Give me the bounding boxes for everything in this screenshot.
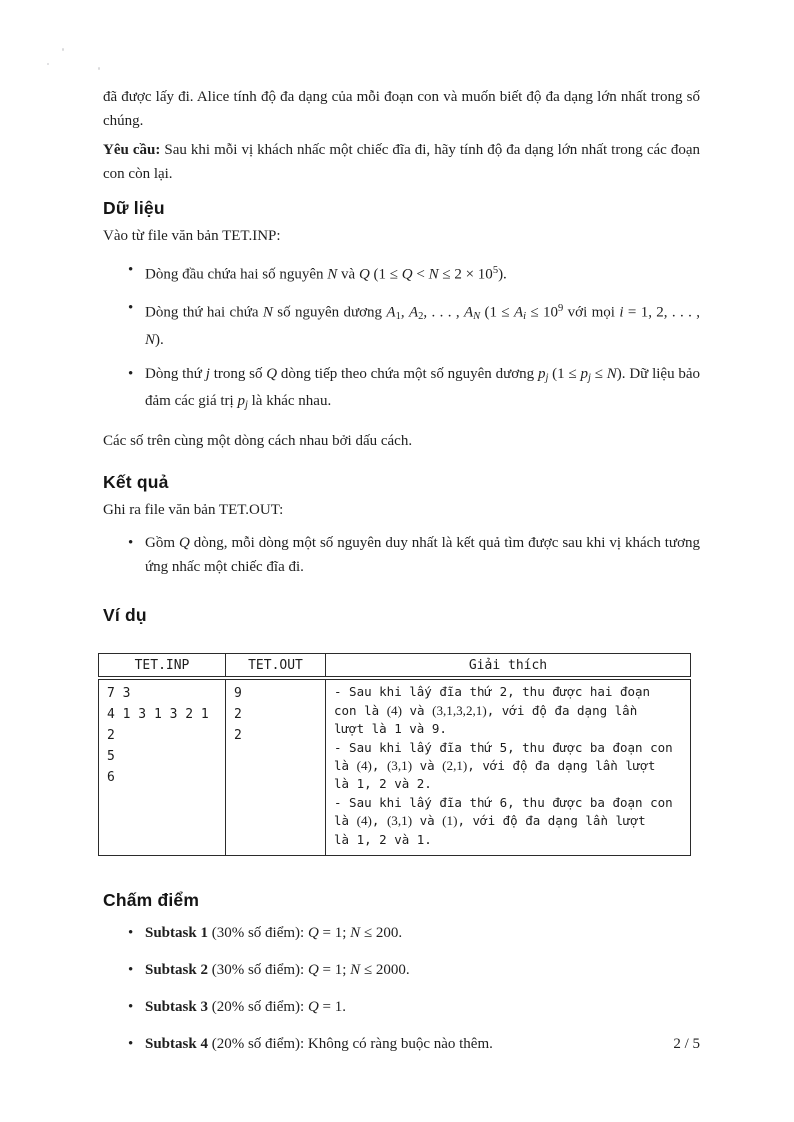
example-table-header-output: TET.OUT [226,654,326,679]
scan-artifact [47,63,49,65]
section-heading-input: Dữ liệu [103,198,165,218]
input-bullet-list [103,259,700,418]
page-number: 2 / 5 [673,1036,700,1052]
section-heading-scoring: Chấm điểm [103,890,200,911]
example-table [98,653,691,856]
example-table-header-row [99,654,691,679]
input-bullet-2: • Dòng thứ hai chứa N số nguyên dương $A_1$, $A_2$, . . . , $A_N$ ($1 \le A_i \le 10^9$ với mọi i = 1, 2, . . . , N). [103,297,700,352]
scan-artifact [98,67,100,70]
explanation-text: - Sau khi lấy đĩa thứ 2, thu được hai đoạn con là (4) và (3,1,3,2,1), với độ đa dạng lần lượt là 1 và 9. - Sau khi lấy đĩa thứ 5, thu được ba đoạn con là (4), (3,1) và (2,1), với độ đa dạng lần lượt là 1, 2 và 2. - Sau khi lấy đĩa thứ 6, thu được ba đoạn con là (4), (3,1) và (1), với độ đa dạng lần lượt là 1, 2 và 1. [334,684,673,847]
page-content [103,86,700,1057]
scan-artifact [62,48,64,51]
output-line: 2 [234,707,242,723]
subtask-2: • Subtask 2 (30% số điểm): Q = 1; N ≤ 2000. [103,959,700,983]
example-table-body-row [99,678,691,855]
output-line: 9 [234,686,242,702]
section-heading-output: Kết quả [103,471,169,492]
subtask-3: • Subtask 3 (20% số điểm): Q = 1. [103,996,700,1020]
input-line: 6 [107,770,115,786]
input-note: Các số trên cùng một dòng cách nhau bởi dấu cách. [103,433,413,450]
input-line: 5 [107,749,115,765]
example-explanation-cell [326,678,691,855]
input-bullet-1: • Dòng đầu chứa hai số nguyên N và Q $(1 \le Q < N \le 2 \times 10^5)$. [103,259,700,287]
input-lead: Vào từ file văn bản TET.INP: [103,228,281,244]
output-lead: Ghi ra file văn bản TET.OUT: [103,501,284,518]
input-bullet-3: • Dòng thứ j trong số Q dòng tiếp theo chứa một số nguyên dương $p_j$ $(1 \le p_j \le N)$. Dữ liệu bảo đảm các giá trị $p_j$ là khác nhau. [103,363,700,417]
output-bullet-1: • Gồm Q dòng, mỗi dòng một số nguyên duy nhất là kết quả tìm được sau khi vị khách tương ứng nhấc một chiếc đĩa đi. [103,532,700,579]
example-output-cell [226,678,326,855]
example-table-header-explanation: Giải thích [326,654,691,679]
subtask-4: • Subtask 4 (20% số điểm): Không có ràng buộc nào thêm. [103,1033,700,1057]
section-heading-example: Ví dụ [103,605,147,626]
input-line: 7 3 [107,686,131,702]
input-line: 2 [107,728,115,744]
output-line: 2 [234,728,242,744]
example-table-header-input: TET.INP [99,654,226,679]
example-input-cell [99,678,226,855]
input-line: 4 1 3 1 3 2 1 [107,707,209,723]
scoring-bullet-list [103,922,700,1057]
continuation-paragraph: đã được lấy đi. Alice tính độ đa dạng của mỗi đoạn con và muốn biết độ đa dạng lớn nhất trong số chúng. [103,89,700,129]
output-bullet-list [103,532,700,579]
requirement-paragraph: Yêu cầu: Sau khi mỗi vị khách nhấc một chiếc đĩa đi, hãy tính độ đa dạng lớn nhất trong các đoạn con còn lại. [103,142,700,182]
subtask-1: • Subtask 1 (30% số điểm): Q = 1; N ≤ 200. [103,922,700,946]
